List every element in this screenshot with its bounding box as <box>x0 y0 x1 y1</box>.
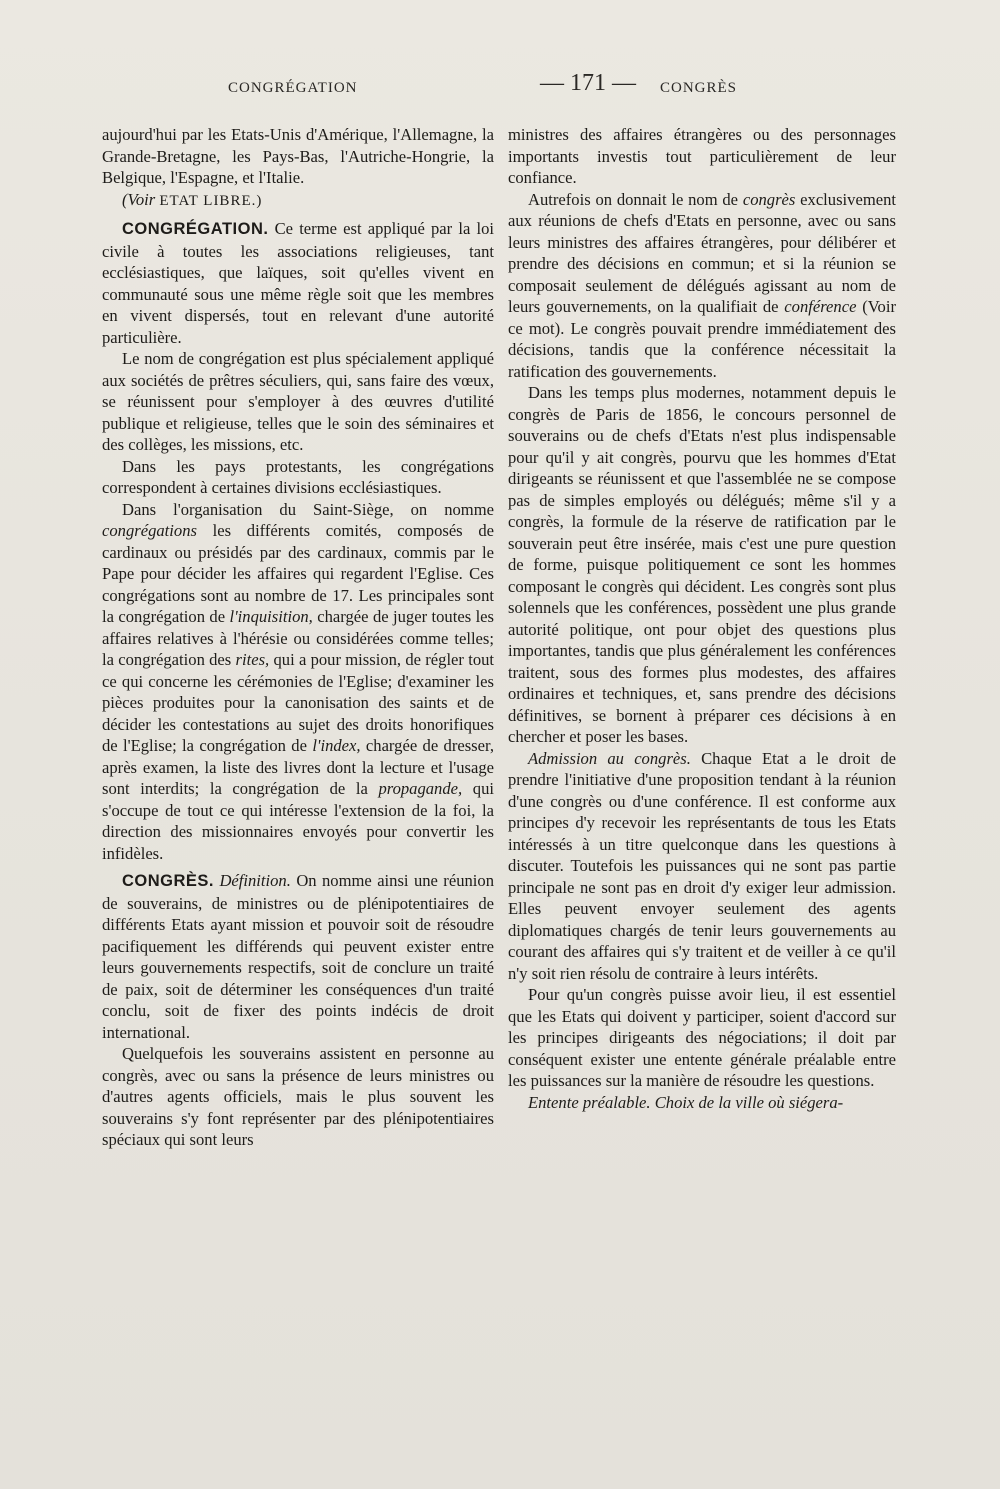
paragraph <box>102 499 494 865</box>
header-right-keyword: CONGRÈS <box>660 80 738 96</box>
paragraph-text: Ce terme est appliqué par la loi civile à toutes les associations religieuses, tant ecclésiastiques, que laïques, soit qu'elles vivent en communauté sous une même règle soit que les membres en vivent dispersés, tout en relevant d'une autorité particulière. <box>102 219 494 347</box>
paragraph: ministres des affaires étrangères ou des personnages importants investis tout particulièrement de leur confiance. <box>508 125 896 187</box>
text: les différents comités, composés de cardinaux ou présidés par des cardinaux, commis par le Pape pour décider les affaires qui regardent l'Eglise. Ces congrégations sont au nombre de 17. Les principales sont la congrégation de <box>102 521 494 626</box>
italic-term: propagande, <box>378 779 463 798</box>
text: chargée de juger toutes les affaires relatives à l'hérésie ou considérées comme telles; la congrégation des <box>102 607 495 669</box>
left-column <box>102 124 494 1151</box>
paragraph-text: On nomme ainsi une réunion de souverains, de ministres ou de plénipotentiaires de différents Etats ayant mission et pouvoir soit de résoudre pacifiquement les différends qui peuvent exister entre leurs gouvernements respectifs, soit de conclure un traité de paix, soit de déterminer les conséquences d'un traité conclu, soit de fixer des points indécis de droit international. <box>102 871 494 1042</box>
text: qui a pour mission, de régler tout ce qui concerne les cérémonies de l'Eglise; d'examiner les pièces produites pour la canonisation des saints et de décider les contestations au sujet des droits honorifiques de l'Eglise; la congrégation de <box>102 650 495 755</box>
entry-congregation <box>102 218 494 348</box>
entry-congres <box>102 870 494 1043</box>
cross-reference-target: ETAT LIBRE.) <box>159 192 263 209</box>
paragraph: Le nom de congrégation est plus spécialement appliqué aux sociétés de prêtres séculiers, qui, sans faire des vœux, se réunissent pour s'employer à des œuvres d'utilité publique et religieuse, telles que le soin des séminaires et des collèges, les missions, etc. <box>102 349 494 454</box>
header-left-keyword: CONGRÉGATION <box>228 80 358 96</box>
right-column <box>508 124 896 1113</box>
subheading-continued: Entente préalable. Choix de la ville où siégera- <box>528 1092 844 1112</box>
running-header <box>100 70 900 102</box>
entry-heading: CONGRÈS. <box>122 872 215 890</box>
text: Autrefois on donnait le nom de <box>528 189 739 209</box>
text: qui s'occupe de tout ce qui intéresse l'extension de la foi, la direction des missionnaires envoyés pour convertir les infidèles. <box>102 779 494 863</box>
page-number: — 171 — <box>540 70 636 96</box>
italic-term: l'inquisition, <box>229 607 313 626</box>
italic-term: congrégations <box>102 521 197 540</box>
text: Dans l'organisation du Saint-Siège, on nomme <box>122 499 494 519</box>
italic-term: l'index, <box>312 736 361 755</box>
paragraph <box>508 748 896 985</box>
entry-heading: CONGRÉGATION. <box>122 220 269 238</box>
italic-term: conférence <box>784 297 857 316</box>
subheading: Admission au congrès. <box>528 748 691 768</box>
voir-label: (Voir <box>122 189 156 209</box>
paragraph: Dans les temps plus modernes, notamment depuis le congrès de Paris de 1856, le concours personnel de souverains ou de chefs d'Etats n'est plus indispensable pour qu'il y ait congrès, pourvu que les hommes d'Etat dirigeants se réunissent et que l'assemblée ne se compose pas de simples employés ou délégués; même s'il y a congrès, la formule de la réserve de ratification par le souverain peut être insérée, mais c'est une pure question de forme, puisque politiquement ce sont les hommes composant le congrès qui décident. Les congrès sont plus solennels que les conférences, possèdent une plus grande autorité politique, ont pour objet des questions plus importantes, tandis que plus généralement les conférences traitent, sous des formes plus modestes, des affaires ordinaires et techniques, et, sans prendre des décisions définitives, se bornent à préparer ces décisions à en chercher et poser les bases. <box>508 383 896 746</box>
paragraph: Pour qu'un congrès puisse avoir lieu, il est essentiel que les Etats qui doivent y participer, soient d'accord sur les principes dirigeants des négociations; il doit par conséquent exister une entente générale préalable entre les puissances sur la manière de résoudre les questions. <box>508 985 896 1090</box>
paragraph: Dans les pays protestants, les congrégations correspondent à certaines divisions ecclésiastiques. <box>102 456 494 497</box>
italic-term: rites, <box>235 650 270 669</box>
text: Chaque Etat a le droit de prendre l'initiative d'une proposition tendant à la réunion d'une congrès ou d'une conférence. Il est conforme aux principes d'y recevoir les représentants de tous les Etats intéressés à un titre quelconque dans les questions à discuter. Toutefois les puissances qui ne sont pas partie principale ne sont pas en droit d'y exiger leur admission. Elles peuvent envoyer seulement des agents diplomatiques chargés de tenir leurs gouvernements au courant des affaires qui s'y traitent et de veiller à ce qu'il n'y soit rien résolu de contraire à leurs intérêts. <box>508 748 896 983</box>
text: chargée de dresser, après examen, la liste des livres dont la lecture et l'usage sont interdits; la congrégation de la <box>102 736 495 798</box>
paragraph <box>508 189 896 383</box>
text: (Voir ce mot). Le congrès pouvait prendre immédiatement des décisions, tandis que la conférence nécessitait la ratification des gouvernements. <box>508 297 896 381</box>
italic-term: congrès <box>742 189 796 209</box>
cross-reference <box>102 189 494 213</box>
text: exclusivement aux réunions de chefs d'Etats en personne, avec ou sans leurs ministres des affaires étrangères, pour délibérer et prendre des décisions en commun; et si la réunion se composait seulement de délégués agissant au nom de leurs gouvernements, on la qualifiait de <box>508 189 896 316</box>
paragraph: Quelquefois les souverains assistent en personne au congrès, avec ou sans la présence de leurs ministres ou d'autres agents officiels, mais le plus souvent les souverains s'y font représenter par des plénipotentiaires spéciaux qui sont leurs <box>102 1044 494 1149</box>
paragraph: aujourd'hui par les Etats-Unis d'Amérique, l'Allemagne, la Grande-Bretagne, les Pays-Bas, l'Autriche-Hongrie, la Belgique, l'Espagne, et l'Italie. <box>102 125 494 187</box>
subheading: Définition. <box>219 871 291 890</box>
